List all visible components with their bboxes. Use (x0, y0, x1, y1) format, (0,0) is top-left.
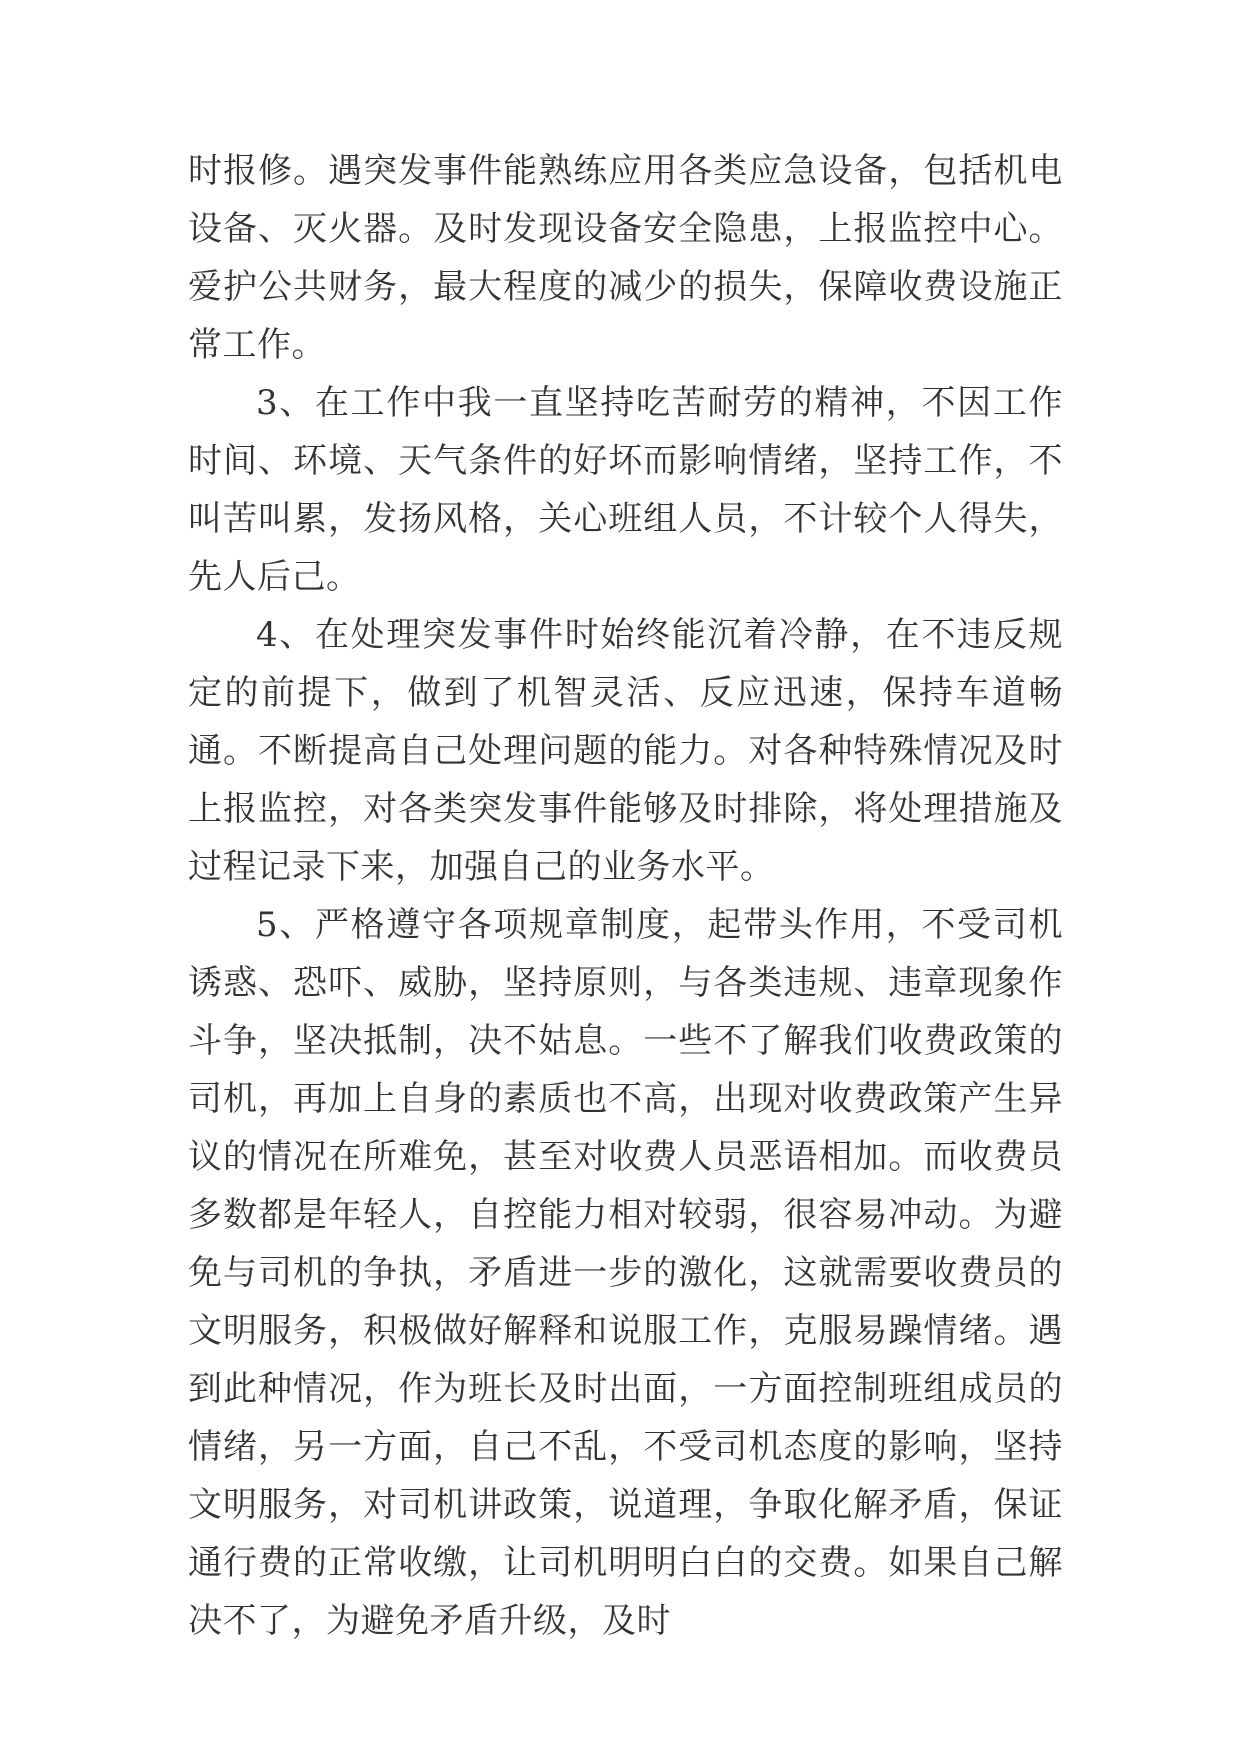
paragraph-item-4: 4、在处理突发事件时始终能沉着冷静，在不违反规定的前提下，做到了机智灵活、反应迅速，保持车道畅通。不断提高自己处理问题的能力。对各种特殊情况及时上报监控，对各类突发事件能够及时排除，将处理措施及过程记录下来，加强自己的业务水平。 (188, 615, 1063, 887)
document-body (188, 142, 1063, 1650)
paragraph-item-3: 3、在工作中我一直坚持吃苦耐劳的精神，不因工作时间、环境、天气条件的好坏而影响情绪，坚持工作，不叫苦叫累，发扬风格，关心班组人员，不计较个人得失，先人后己。 (188, 383, 1063, 597)
paragraph-continued: 时报修。遇突发事件能熟练应用各类应急设备，包括机电设备、灭火器。及时发现设备安全隐患，上报监控中心。爱护公共财务，最大程度的减少的损失，保障收费设施正常工作。 (188, 151, 1063, 365)
paragraph-item-5: 5、严格遵守各项规章制度，起带头作用，不受司机诱惑、恐吓、威胁，坚持原则，与各类违规、违章现象作斗争，坚决抵制，决不姑息。一些不了解我们收费政策的司机，再加上自身的素质也不高，出现对收费政策产生异议的情况在所难免，甚至对收费人员恶语相加。而收费员多数都是年轻人，自控能力相对较弱，很容易冲动。为避免与司机的争执，矛盾进一步的激化，这就需要收费员的文明服务，积极做好解释和说服工作，克服易躁情绪。遇到此种情况，作为班长及时出面，一方面控制班组成员的情绪，另一方面，自己不乱，不受司机态度的影响，坚持文明服务，对司机讲政策，说道理，争取化解矛盾，保证通行费的正常收缴，让司机明明白白的交费。如果自己解决不了，为避免矛盾升级，及时 (188, 905, 1063, 1641)
